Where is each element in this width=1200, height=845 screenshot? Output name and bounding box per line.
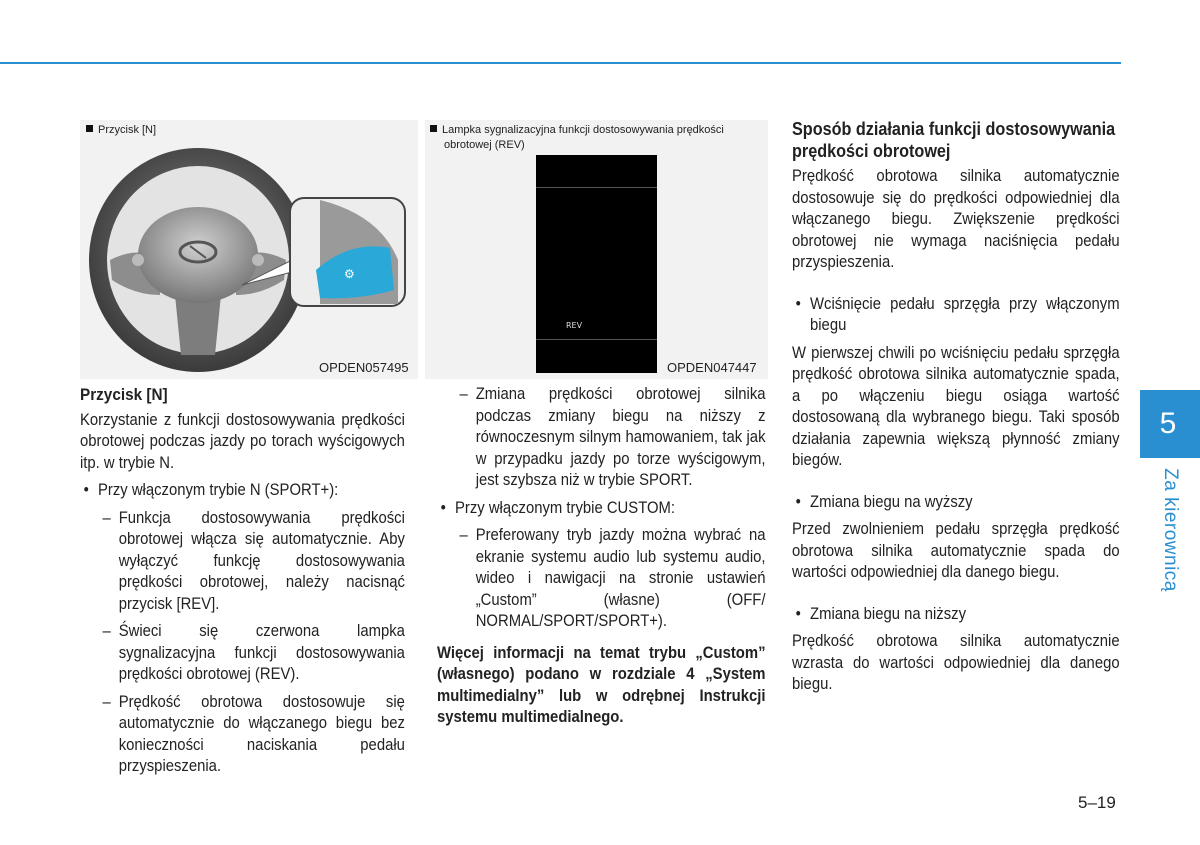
- paragraph: W pierwszej chwili po wciśnięciu pedału sprzęgła prędkość obrotowa silnika automatycznie spada, a po włączeniu biegu osiąga wartość dostosowaną dla wybranego biegu. Taki sposób działania zapewnia większą płynność zmiany biegów.: [792, 343, 1120, 469]
- dash-item: – Prędkość obrotowa dostosowuje się automatycznie do włączanego biegu bez konieczności naciskania pedału przyspieszenia.: [103, 692, 405, 778]
- figure-steering-wheel: [80, 120, 418, 379]
- figure-caption: Przycisk [N]: [86, 123, 156, 138]
- header-rule: [0, 62, 1121, 64]
- figure-caption: Lampka sygnalizacyjna funkcji dostosowywania prędkości obrotowej (REV): [430, 123, 766, 153]
- cluster-display: [536, 155, 657, 373]
- section-heading: Sposób działania funkcji dostosowywania prędkości obrotowej: [792, 119, 1116, 161]
- chapter-title: Za kierownicą: [1160, 468, 1181, 592]
- bullet-item: • Przy włączonym trybie CUSTOM:: [437, 498, 766, 520]
- column-2: [437, 384, 766, 729]
- figure-rev-indicator: [425, 120, 768, 379]
- figure-code: OPDEN057495: [319, 360, 409, 375]
- bullet-item: • Zmiana biegu na niższy: [792, 604, 1120, 626]
- paragraph: Korzystanie z funkcji dostosowywania prędkości obrotowej podczas jazdy po torach wyścigowych itp. w trybie N.: [80, 410, 405, 472]
- chapter-tab: [1140, 390, 1200, 458]
- dash-item: – Preferowany tryb jazdy można wybrać na ekranie systemu audio lub systemu audio, wideo i nawigacji na stronie ustawień „Custom” (własne) (OFF/ NORMAL/SPORT/SPORT+).: [460, 525, 766, 633]
- note-paragraph: Więcej informacji na temat trybu „Custom” (własnego) podano w rozdziale 4 „System multimedialny” lub w odrębnej Instrukcji systemu multimedialnego.: [437, 643, 766, 726]
- figure-code: OPDEN047447: [667, 360, 757, 375]
- section-heading: Przycisk [N]: [80, 385, 168, 404]
- column-1: [80, 384, 405, 778]
- dash-item: – Funkcja dostosowywania prędkości obrotowej włącza się automatycznie. Aby wyłączyć funkcję dostosowywania prędkości obrotowej, należy nacisnąć przycisk [REV].: [103, 508, 405, 616]
- bullet-item: • Wciśnięcie pedału sprzęgła przy włączonym biegu: [792, 294, 1120, 337]
- chapter-number: 5: [1159, 407, 1177, 440]
- page-number: 5–19: [1078, 793, 1116, 812]
- paragraph: Przed zwolnieniem pedału sprzęgła prędkość obrotowa silnika automatycznie spada do wartości odpowiedniej dla danego biegu.: [792, 520, 1120, 581]
- dash-item: – Świeci się czerwona lampka sygnalizacyjna funkcji dostosowywania prędkości obrotowej (REV).: [103, 621, 405, 686]
- steering-wheel-illustration: [80, 120, 418, 379]
- column-3: [792, 118, 1120, 696]
- paragraph: Prędkość obrotowa silnika automatycznie dostosowuje się do prędkości odpowiedniej dla włączanego biegu. Zwiększenie prędkości obrotowej nie wymaga naciśnięcia pedału przyspieszenia.: [792, 167, 1120, 271]
- bullet-item: • Zmiana biegu na wyższy: [792, 492, 1120, 514]
- wheel-icon: ⚙: [344, 267, 355, 281]
- paragraph: Prędkość obrotowa silnika automatycznie wzrasta do wartości odpowiedniej dla danego biegu.: [792, 632, 1120, 693]
- dash-item: – Zmiana prędkości obrotowej silnika podczas zmiany biegu na niższy z równoczesnym silnym hamowaniem, tak jak w przypadku jazdy po torze wyścigowym, jest szybsza niż w trybie SPORT.: [460, 384, 766, 492]
- rev-indicator-label: REV: [566, 321, 583, 330]
- bullet-item: • Przy włączonym trybie N (SPORT+):: [80, 480, 405, 502]
